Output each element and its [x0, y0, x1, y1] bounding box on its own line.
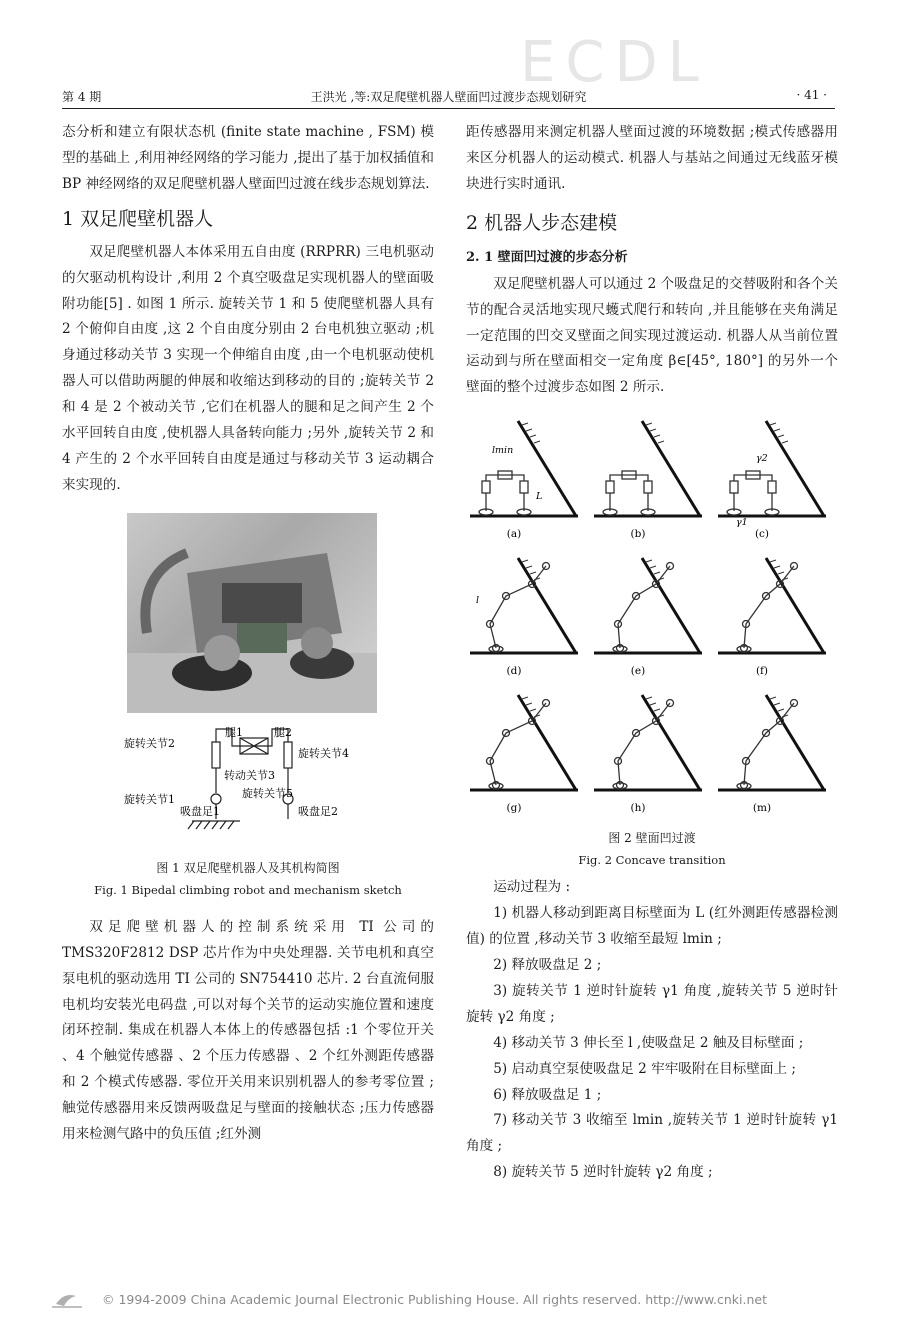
fig2-mark-lmin: lmin — [492, 445, 514, 457]
label-joint-5: 旋转关节5 — [242, 786, 293, 800]
copyright-text: © 1994-2009 China Academic Journal Electronic Publishing House. All rights reserved. http://www.cnki.net — [102, 1292, 767, 1307]
left-column — [62, 120, 434, 1148]
fig2-mark-l: l — [476, 595, 480, 607]
fig2-panel-label: (b) — [630, 528, 646, 541]
publisher-logo-icon — [50, 1290, 86, 1310]
subsection-2-1-heading: 2. 1 壁面凹过渡的步态分析 — [466, 249, 628, 265]
fig2-panel-label: (f) — [755, 665, 769, 678]
fig2-panel-label: (h) — [630, 802, 646, 815]
motion-step: 3) 旋转关节 1 逆时针旋转 γ1 角度 ,旋转关节 5 逆时针旋转 γ2 角度 ; — [466, 982, 838, 1025]
motion-intro: 运动过程为 : — [493, 879, 571, 896]
label-foot-2: 吸盘足2 — [298, 804, 338, 818]
section-1-paragraph: 双足爬壁机器人本体采用五自由度 (RRPRR) 三电机驱动的欠驱动机构设计 ,利用 2 个真空吸盘足实现机器人的壁面吸附功能[5] . 如图 1 所示. 旋转关节 1 和 5 使爬壁机器人具有 2 个俯仰自由度 ,这 2 个自由度分别由 2 台电机独立驱动 ;机身通过移动关节 3 实现一个伸缩自由度 ,由一个电机驱动使机器人可以借助两腿的伸展和收缩达到移动的目的 ;旋转关节 2 和 4 是 2 个被动关节 ,它们在机器人的腿和足之间产生 2 个水平回转自由度 ,使机器人具备转向能力 ;另外 ,旋转关节 2 和 4 产生的 2 个水平回转自由度是通过与移动关节 3 运动耦合来实现的. — [62, 243, 434, 493]
motion-step: 4) 移动关节 3 伸长至 l ,使吸盘足 2 触及目标壁面 ; — [493, 1034, 804, 1051]
fig2-panel — [718, 558, 826, 677]
motion-step: 7) 移动关节 3 收缩至 lmin ,旋转关节 1 逆时针旋转 γ1 角度 ; — [466, 1112, 838, 1155]
fig2-panel — [594, 421, 702, 540]
label-joint-3: 转动关节3 — [224, 768, 275, 782]
fig2-panel — [718, 421, 826, 540]
fig2-mark-gamma2: γ2 — [756, 453, 768, 465]
fig2-panel-label: (a) — [506, 528, 522, 541]
fig2-panel — [594, 695, 702, 814]
figure-2 — [466, 413, 838, 875]
label-leg-2: 腿2 — [274, 725, 292, 739]
section-1-heading: 1 双足爬壁机器人 — [62, 207, 214, 230]
fig2-panel-label: (m) — [752, 802, 772, 815]
sensor-continuation-paragraph: 距传感器用来测定机器人壁面过渡的环境数据 ;模式传感器用来区分机器人的运动模式. 机器人与基站之间通过无线蓝牙模块进行实时通讯. — [466, 124, 838, 192]
label-joint-2: 旋转关节2 — [124, 736, 175, 750]
fig2-panel — [470, 421, 578, 540]
robot-photo-drawing — [127, 513, 377, 713]
robot-photo — [127, 513, 377, 713]
motion-step: 1) 机器人移动到距离目标壁面为 L (红外测距传感器检测值) 的位置 ,移动关节 3 收缩至最短 lmin ; — [466, 905, 838, 948]
motion-step: 5) 启动真空泵使吸盘足 2 牢牢吸附在目标壁面上 ; — [493, 1060, 796, 1077]
label-foot-1: 吸盘足1 — [180, 804, 220, 818]
page-number: · 41 · — [796, 88, 827, 102]
fig2-panel — [594, 558, 702, 677]
figure-1-caption-cn: 图 1 双足爬壁机器人及其机构简图 — [156, 860, 340, 875]
fig2-panel-label: (e) — [630, 665, 646, 678]
motion-steps-list — [466, 901, 838, 1186]
gait-analysis-paragraph: 双足爬壁机器人可以通过 2 个吸盘足的交替吸附和各个关节的配合灵活地实现尺蠖式爬行和转向 ,并且能够在夹角满足一定范围的凹交叉壁面之间实现过渡运动. 机器人从当前位置运动到与所在壁面相交一定角度 β∈[45°, 180°] 的另外一个壁面的整个过渡步态如图 2 所示. — [466, 275, 838, 396]
fig2-panel — [470, 695, 578, 814]
intro-paragraph: 态分析和建立有限状态机 (finite state machine , FSM) 模型的基础上 ,利用神经网络的学习能力 ,提出了基于加权插值和 BP 神经网络的双足爬壁机器人壁面凹过渡在线步态规划算法. — [62, 124, 434, 192]
fig2-mark-L: L — [536, 491, 543, 503]
issue-number: 第 4 期 — [62, 90, 102, 104]
running-header — [62, 86, 835, 109]
watermark-logo: ECDL — [520, 30, 709, 95]
right-column — [466, 120, 838, 1186]
mechanism-sketch — [62, 721, 434, 861]
label-joint-1: 旋转关节1 — [124, 792, 175, 806]
label-leg-1: 腿1 — [225, 725, 243, 739]
motion-step: 2) 释放吸盘足 2 ; — [493, 956, 602, 973]
fig2-panel-label: (g) — [506, 802, 522, 815]
figure-1-caption-en: Fig. 1 Bipedal climbing robot and mechanism sketch — [94, 882, 402, 897]
section-2-heading: 2 机器人步态建模 — [466, 211, 618, 234]
fig2-mark-gamma1: γ1 — [736, 517, 748, 529]
fig2-panel — [718, 695, 826, 814]
motion-step: 8) 旋转关节 5 逆时针旋转 γ2 角度 ; — [493, 1164, 713, 1181]
fig2-panel-label: (c) — [754, 528, 770, 541]
figure-2-caption-cn: 图 2 壁面凹过渡 — [608, 831, 696, 846]
fig2-panel — [470, 558, 578, 677]
label-joint-4: 旋转关节4 — [298, 746, 349, 760]
control-system-paragraph: 双足爬壁机器人的控制系统采用 TI 公司的 TMS320F2812 DSP 芯片作为中央处理器. 关节电机和真空泵电机的驱动选用 TI 公司的 SN754410 芯片. 2 台直流伺服电机均安装光电码盘 ,可以对每个关节的运动实施位置和速度闭环控制. 集成在机器人本体上的传感器包括 :1 个零位开关 、4 个触觉传感器 、2 个压力传感器 、2 个红外测距传感器和 2 个模式传感器. 零位开关用来识别机器人的参考零位置 ;触觉传感器用来反馈两吸盘足与壁面的接触状态 ;压力传感器用来检测气路中的负压值 ;红外测 — [62, 918, 434, 1143]
figure-1 — [62, 513, 434, 905]
running-title: 王洪光 ,等:双足爬壁机器人壁面凹过渡步态规划研究 — [310, 90, 587, 104]
fig2-panel-label: (d) — [506, 665, 522, 678]
figure-2-caption-en: Fig. 2 Concave transition — [578, 853, 726, 868]
motion-step: 6) 释放吸盘足 1 ; — [493, 1086, 602, 1103]
concave-transition-diagram — [466, 413, 838, 825]
page-footer — [50, 1290, 850, 1312]
